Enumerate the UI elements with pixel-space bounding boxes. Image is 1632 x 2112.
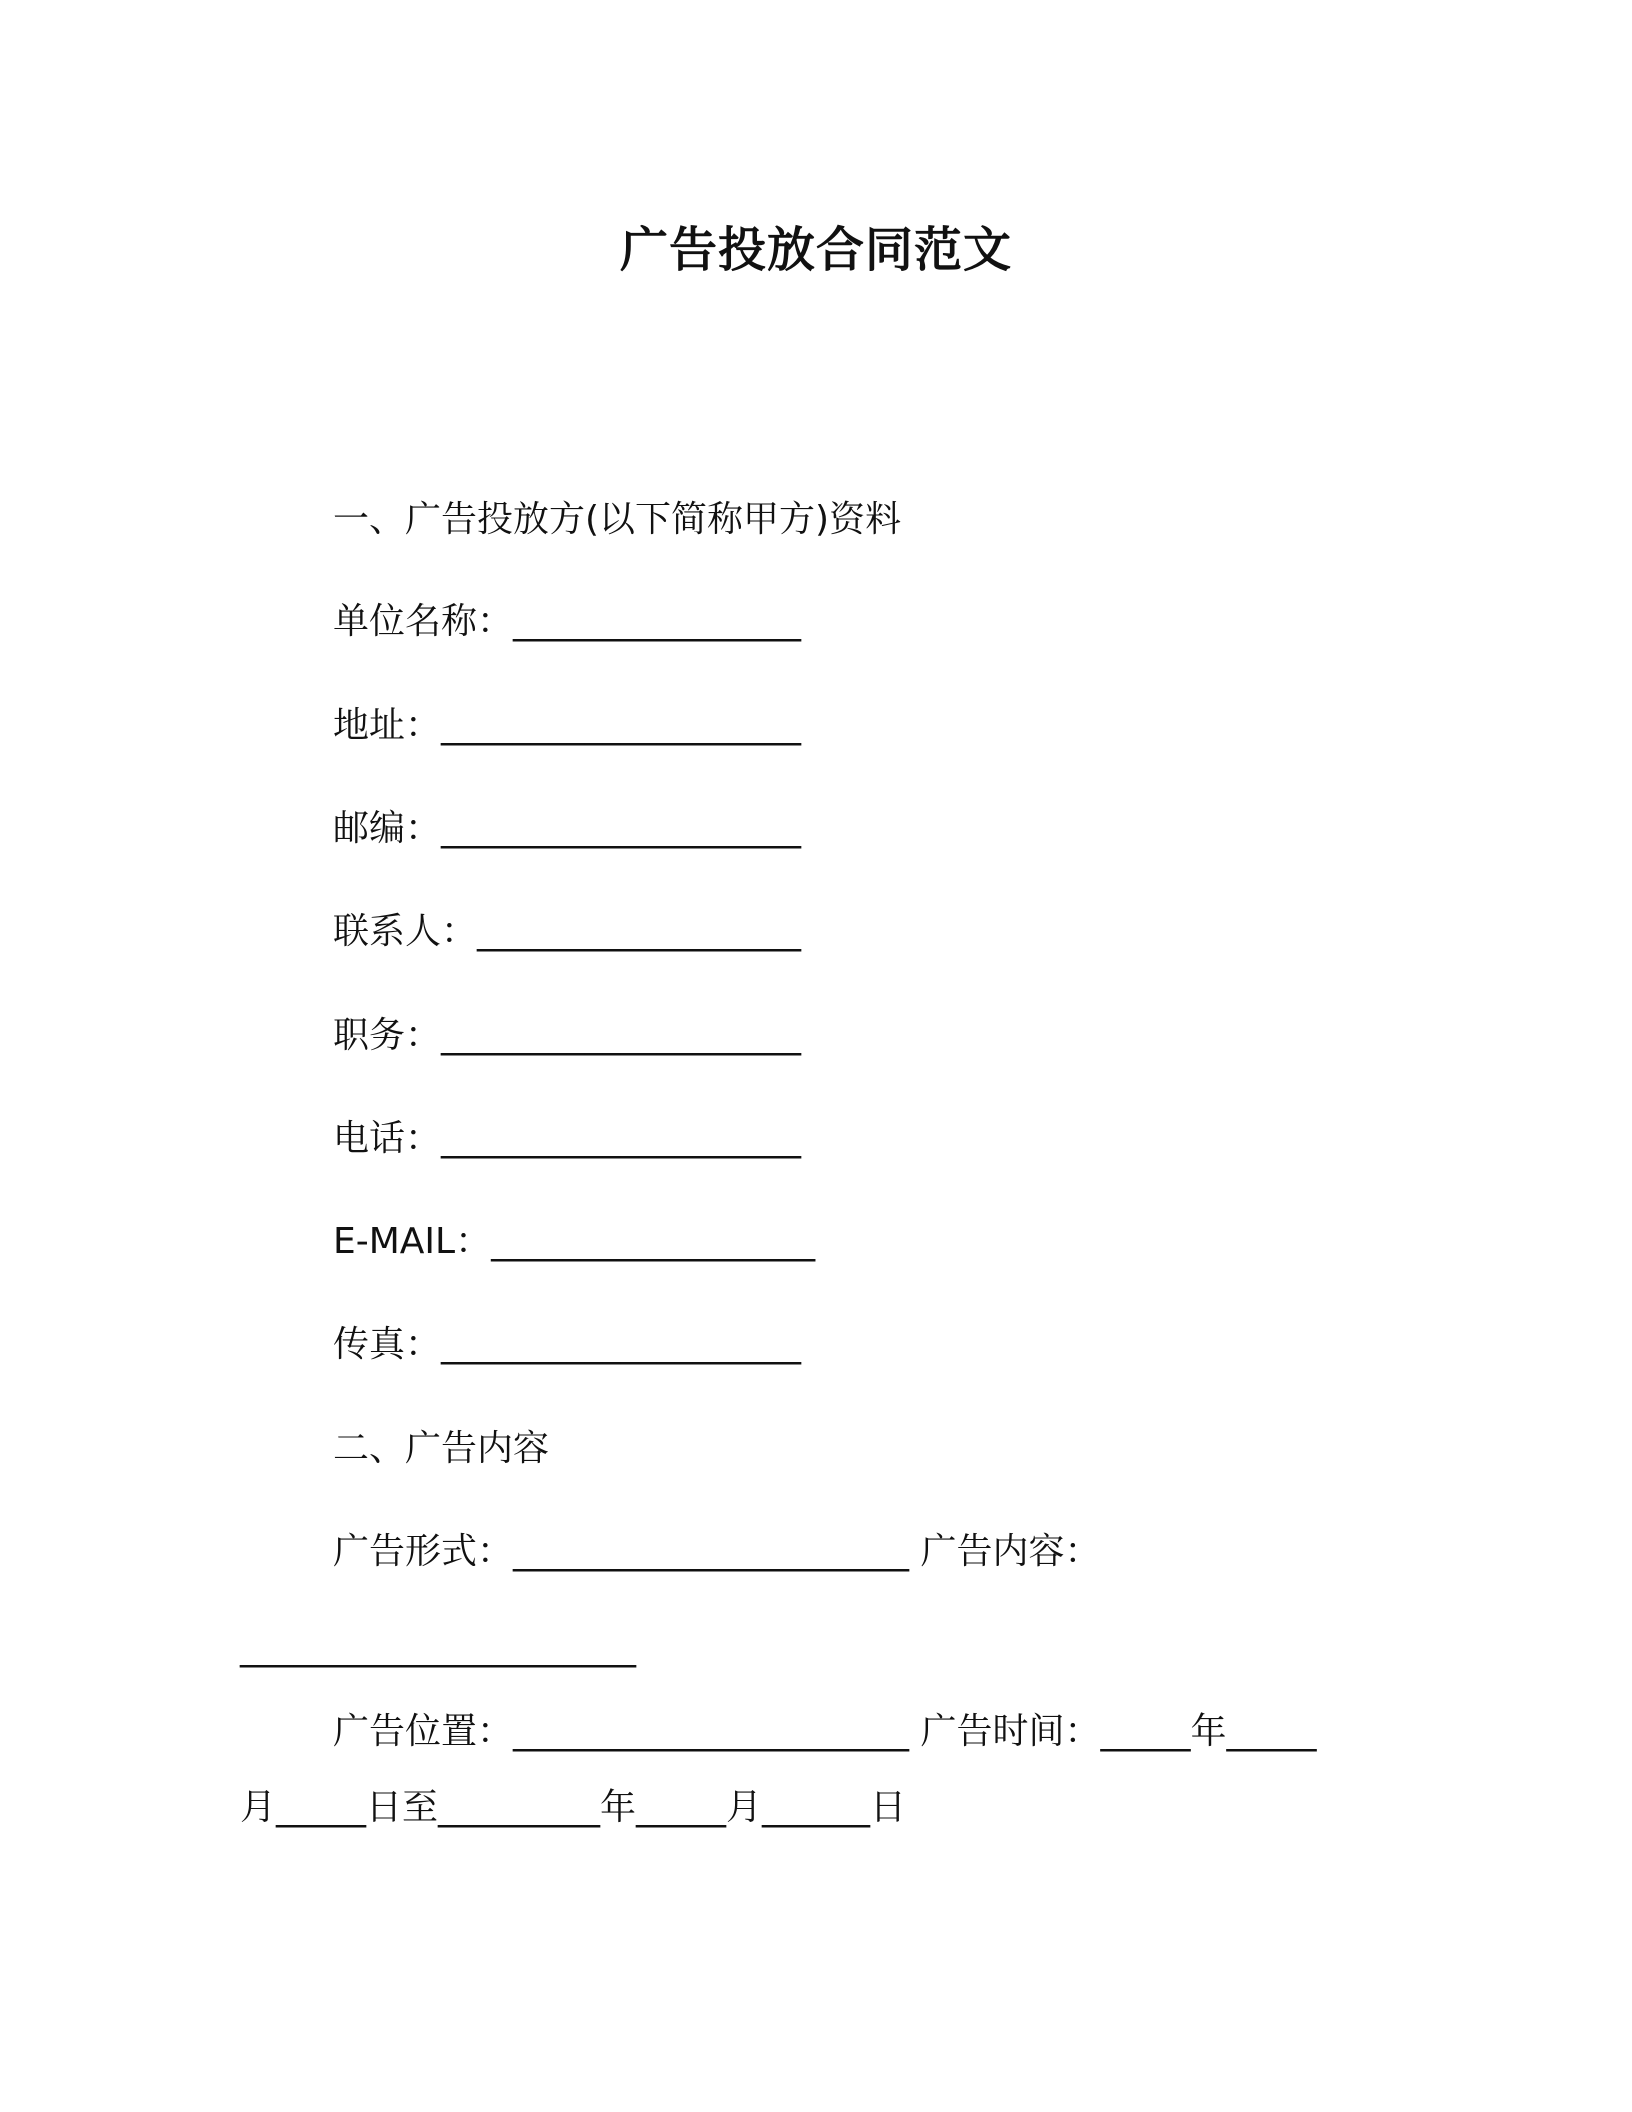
ad-time-line: 月_____日至_________年_____月______日 (240, 1787, 906, 1828)
field-position: 职务：____________________ (333, 1015, 802, 1056)
ad-form-line: 广告形式：______________________ 广告内容： (333, 1531, 1101, 1572)
field-email: E-MAIL：__________________ (333, 1221, 816, 1262)
document-title: 广告投放合同范文 (619, 222, 1012, 278)
section-2-heading: 二、广告内容 (333, 1428, 550, 1469)
field-contact-person: 联系人：__________________ (333, 911, 802, 952)
field-postcode: 邮编：____________________ (333, 808, 802, 849)
field-address: 地址：____________________ (333, 705, 802, 746)
field-unit-name: 单位名称：________________ (333, 601, 802, 642)
field-fax: 传真：____________________ (333, 1324, 802, 1365)
ad-content-blank: ______________________ (240, 1627, 636, 1668)
field-phone: 电话：____________________ (333, 1118, 802, 1159)
ad-position-line: 广告位置：______________________ 广告时间：_____年_____ (333, 1711, 1317, 1752)
section-1-heading: 一、广告投放方(以下简称甲方)资料 (333, 499, 902, 540)
